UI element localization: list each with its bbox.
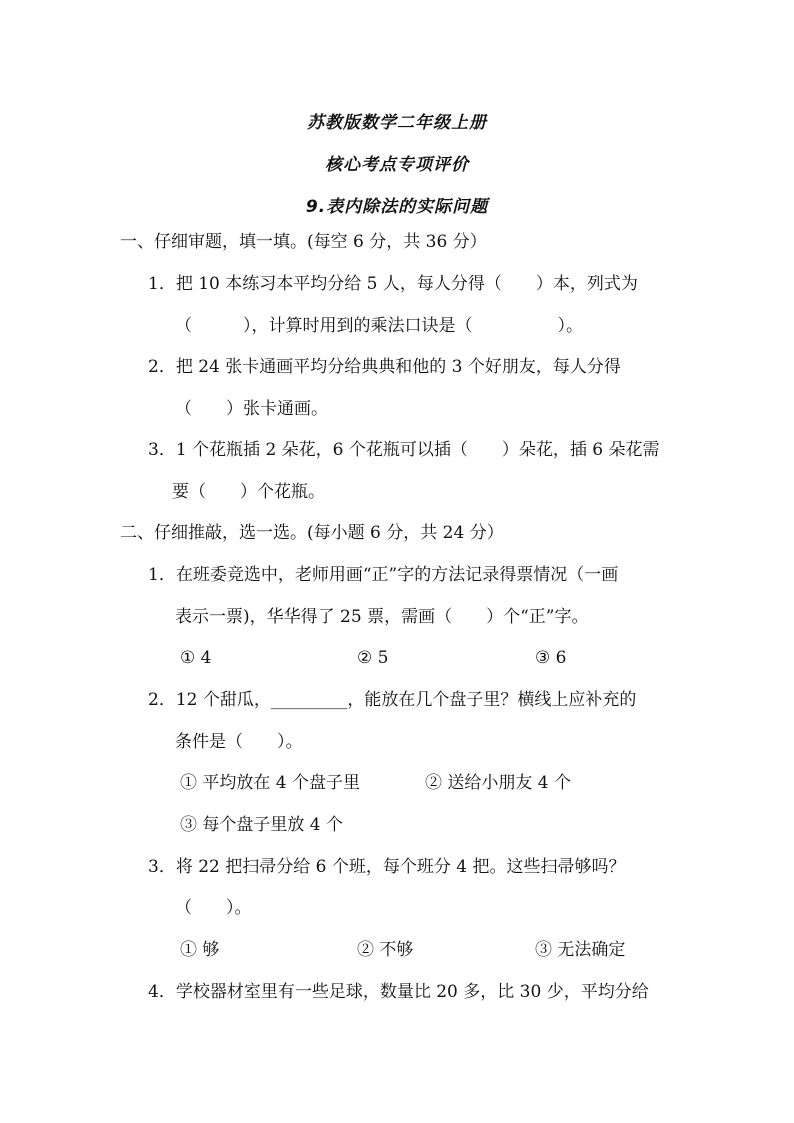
s2-q4-line1: 4．学校器材室里有一些足球，数量比 20 多，比 30 少，平均分给 [148, 982, 649, 1002]
s2-q3-line2: （ ）。 [175, 898, 252, 918]
s1-q2-line1: 2．把 24 张卡通画平均分给典典和他的 3 个好朋友，每人分得 [148, 357, 621, 377]
s2-q1-option-1: ① 4 [180, 648, 212, 668]
s2-q2-line1: 2．12 个甜瓜，_________，能放在几个盘子里？横线上应补充的 [148, 690, 637, 710]
s2-q2-option-3: ③ 每个盘子里放 4 个 [180, 815, 344, 835]
s2-q3-line1: 3．将 22 把扫帚分给 6 个班，每个班分 4 把。这些扫帚够吗？ [148, 857, 626, 877]
s2-q1-line2: 表示一票)，华华得了 25 票，需画（ ）个“正”字。 [175, 607, 589, 627]
s2-q1-option-2: ② 5 [357, 648, 389, 668]
s1-q3-line1: 3．1 个花瓶插 2 朵花，6 个花瓶可以插（ ）朵花，插 6 朵花需 [148, 440, 660, 460]
s2-q3-option-3: ③ 无法确定 [535, 940, 626, 960]
s2-q3-option-2: ② 不够 [357, 940, 414, 960]
section2-heading: 二、仔细推敲，选一选。(每小题 6 分，共 24 分） [120, 523, 504, 543]
s2-q2-line2: 条件是（ ）。 [175, 732, 303, 752]
title-assessment: 核心考点专项评价 [325, 155, 469, 175]
s2-q1-line1: 1．在班委竞选中，老师用画“正”字的方法记录得票情况（一画 [148, 565, 619, 585]
s2-q2-option-1: ① 平均放在 4 个盘子里 [180, 773, 361, 793]
s1-q2-line2: （ ）张卡通画。 [175, 399, 328, 419]
s2-q2-option-2: ② 送给小朋友 4 个 [425, 773, 572, 793]
s1-q1-line2: （ ），计算时用到的乘法口诀是（ ）。 [175, 316, 583, 336]
s1-q1-line1: 1．把 10 本练习本平均分给 5 人，每人分得（ ）本，列式为 [148, 274, 638, 294]
s1-q3-line2: 要（ ）个花瓶。 [172, 482, 325, 502]
section1-heading: 一、仔细审题，填一填。(每空 6 分，共 36 分） [120, 232, 487, 252]
title-textbook: 苏教版数学二年级上册 [307, 113, 487, 133]
s2-q3-option-1: ① 够 [180, 940, 220, 960]
title-topic: 9.表内除法的实际问题 [305, 197, 489, 217]
s2-q1-option-3: ③ 6 [535, 648, 567, 668]
